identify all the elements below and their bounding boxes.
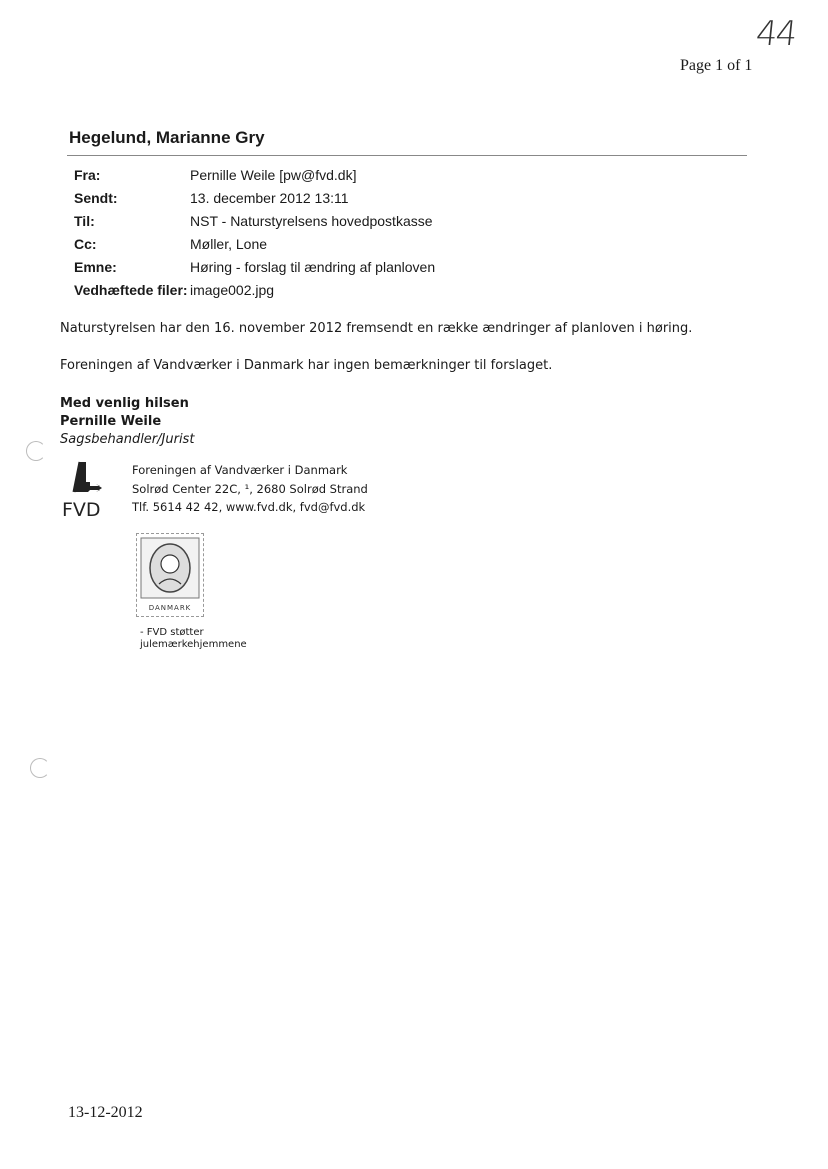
christmas-seal-image	[136, 533, 204, 617]
header-value: 13. december 2012 13:11	[190, 190, 349, 206]
header-label: Emne:	[74, 259, 117, 275]
header-divider	[67, 155, 747, 156]
sender-name: Hegelund, Marianne Gry	[69, 128, 265, 147]
signature-name: Pernille Weile	[60, 414, 162, 429]
header-value: Høring - forslag til ændring af planloven	[190, 259, 436, 275]
org-contact: Tlf. 5614 42 42, www.fvd.dk, fvd@fvd.dk	[132, 500, 366, 514]
signature-title: Sagsbehandler/Jurist	[60, 432, 195, 447]
body-paragraph: Naturstyrelsen har den 16. november 2012 fremsendt en række ændringer af planloven i høring.	[60, 321, 693, 336]
christmas-seal-icon	[137, 534, 203, 616]
punch-hole-mark	[30, 758, 50, 778]
stamp-label: DANMARK	[148, 604, 192, 612]
org-address: Solrød Center 22C, ¹, 2680 Solrød Strand	[132, 482, 368, 496]
water-pump-icon	[60, 458, 130, 528]
header-label: Fra:	[74, 167, 101, 183]
header-value: NST - Naturstyrelsens hovedpostkasse	[190, 213, 433, 229]
stamp-caption: - FVD støtter	[140, 627, 204, 638]
header-value: Møller, Lone	[190, 236, 268, 252]
org-name: Foreningen af Vandværker i Danmark	[132, 463, 348, 477]
page-indicator: Page 1 of 1	[680, 57, 753, 74]
handwritten-page-number: 44	[753, 14, 798, 54]
body-paragraph: Foreningen af Vandværker i Danmark har ingen bemærkninger til forslaget.	[60, 358, 553, 373]
fvd-logo	[60, 458, 130, 528]
punch-hole-mark	[26, 441, 46, 461]
signature-greeting: Med venlig hilsen	[60, 396, 189, 411]
attachment-link[interactable]: image002.jpg	[190, 282, 275, 298]
stamp-caption: julemærkehjemmene	[140, 639, 247, 650]
header-value: Pernille Weile [pw@fvd.dk]	[190, 167, 357, 183]
header-label: Sendt:	[74, 190, 118, 206]
header-label: Vedhæftede filer:	[74, 282, 188, 298]
footer-date: 13-12-2012	[68, 1104, 143, 1121]
logo-text: FVD	[62, 499, 101, 521]
header-label: Til:	[74, 213, 95, 229]
header-label: Cc:	[74, 236, 97, 252]
